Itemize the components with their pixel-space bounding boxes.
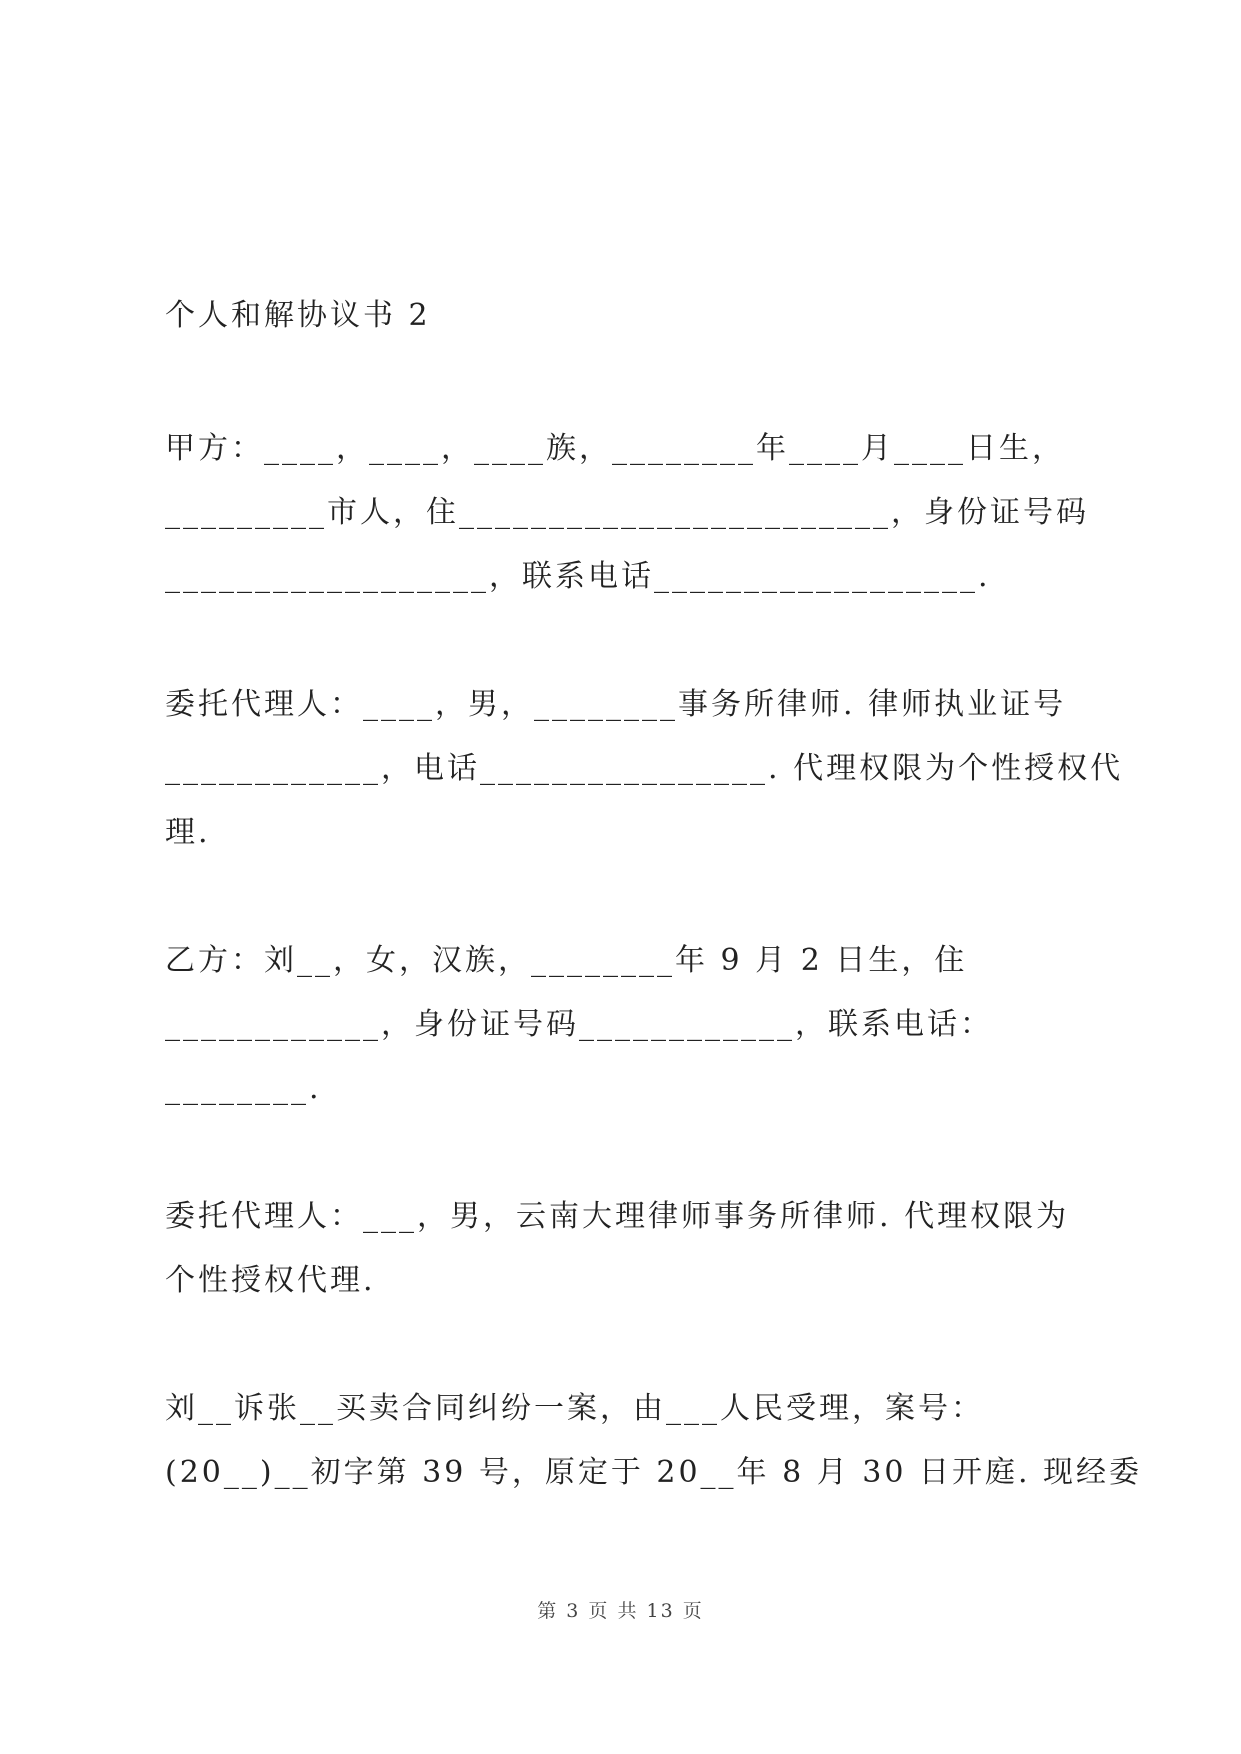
party-b-agent-line-1: 委托代理人：___，男，云南大理律师事务所律师. 代理权限为	[165, 1199, 1070, 1234]
case-line-2: (20__)__初字第 39 号，原定于 20__年 8 月 30 日开庭. 现经委	[165, 1455, 1143, 1490]
party-b-agent-line-2: 个性授权代理.	[165, 1263, 376, 1298]
page-number-footer: 第 3 页 共 13 页	[537, 1600, 704, 1622]
case-paragraph	[165, 1377, 1143, 1505]
party-a-agent-line-3: 理.	[165, 815, 211, 850]
party-b-line-3: ________.	[165, 1071, 322, 1106]
case-line-1: 刘__诉张__买卖合同纠纷一案，由___人民受理，案号：	[165, 1391, 984, 1426]
party-a-line-2: _________市人，住________________________，身份证号码	[165, 495, 1089, 530]
party-a-agent-line-1: 委托代理人：____，男，________事务所律师. 律师执业证号	[165, 687, 1067, 722]
party-a-agent-line-2: ____________，电话________________. 代理权限为个性授权代	[165, 751, 1124, 786]
party-a-paragraph	[165, 417, 1105, 609]
party-a-agent-paragraph	[165, 673, 1124, 865]
party-b-agent-paragraph	[165, 1185, 1105, 1313]
document-title: 个人和解协议书 2	[165, 298, 431, 333]
party-a-line-3: __________________，联系电话__________________.	[165, 559, 991, 594]
party-a-line-1: 甲方：____，____，____族，________年____月____日生，	[165, 431, 1065, 466]
party-b-line-1: 乙方：刘__，女，汉族，________年 9 月 2 日生，住	[165, 943, 968, 978]
party-b-paragraph	[165, 929, 1105, 1121]
party-b-line-2: ____________，身份证号码____________，联系电话：	[165, 1007, 993, 1042]
